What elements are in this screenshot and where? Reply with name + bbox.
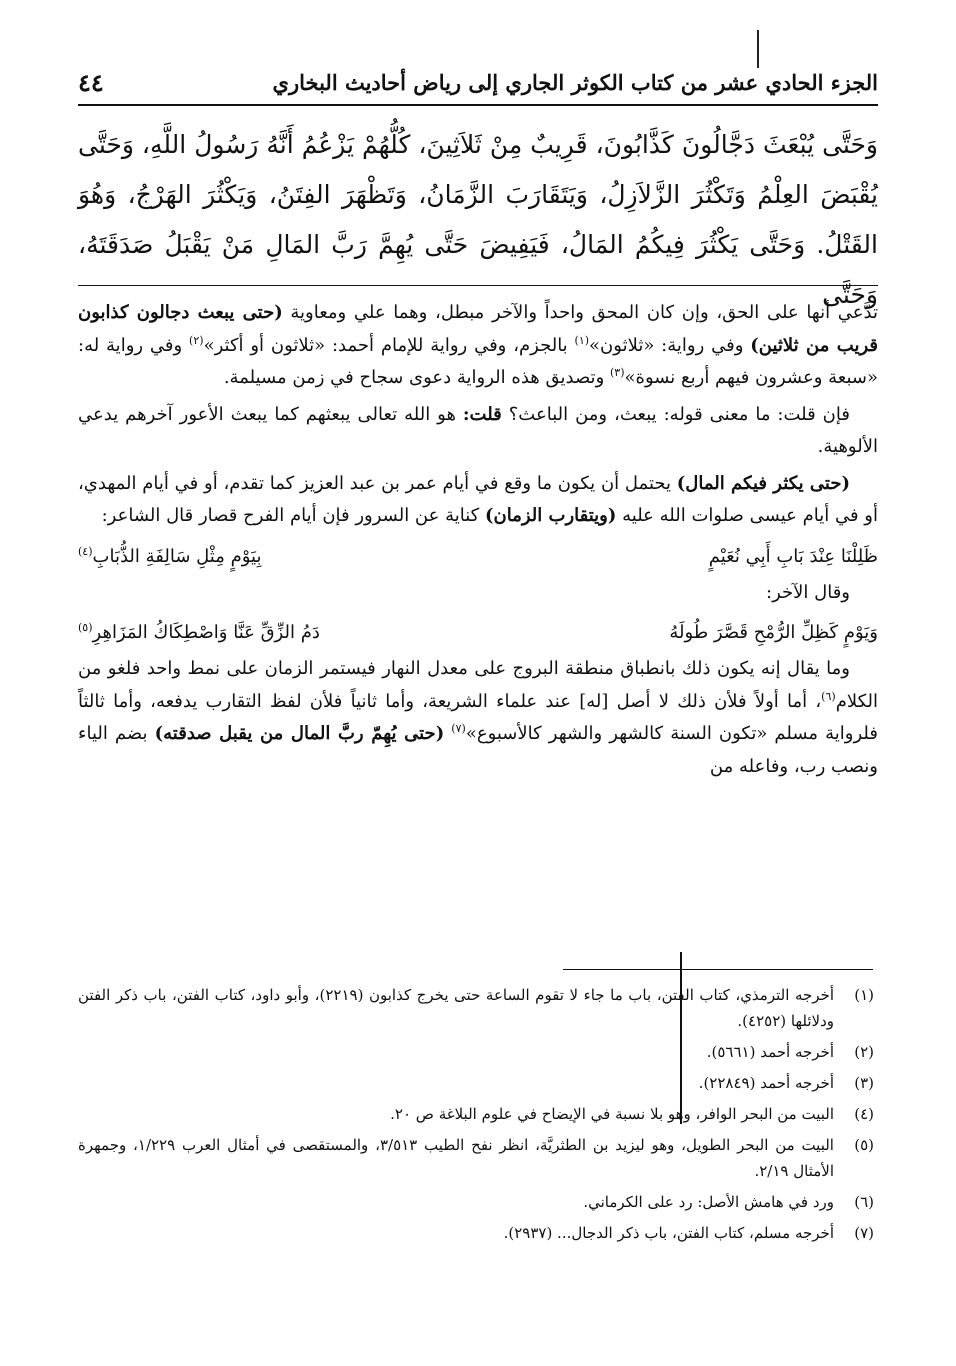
header-rule xyxy=(78,104,878,106)
footnote-number: (٥) xyxy=(854,1136,874,1154)
quoted-hadith-phrase: (حتى يبعث دجالون كذابون قريب من ثلاثين) xyxy=(78,302,878,356)
footnote-text: أخرجه مسلم، كتاب الفتن، باب ذكر الدجال... (٢٩٣٧). xyxy=(503,1224,834,1242)
footnote-ref: (٦) xyxy=(821,689,836,703)
footnote-number: (٦) xyxy=(854,1193,874,1211)
verse-first-hemistich: ظَلِلْنَا عِنْدَ بَابِ أَبِي نُعَيْمٍ xyxy=(708,545,878,567)
footnote xyxy=(78,1070,874,1096)
footnote-divider xyxy=(563,969,873,970)
hadith-line: وَحَتَّى يُبْعَثَ دَجَّالُونَ كَذَّابُونَ، قَرِيبٌ مِنْ ثَلاَثِينَ، كُلُّهُمْ يَزْعُمُ أَنَّهُ رَسُولُ اللَّهِ، وَحَتَّى xyxy=(78,130,878,159)
commentary xyxy=(78,297,878,787)
footnote-text: البيت من البحر الطويل، وهو ليزيد بن الطثريَّة، انظر نفح الطيب ٣/٥١٣، والمستقصى في أمثال العرب ١/٢٢٩، وجمهرة الأمثال ٢/١٩. xyxy=(78,1136,834,1180)
footnote-number: (٧) xyxy=(854,1224,874,1242)
verse-second-hemistich xyxy=(78,537,261,577)
footnote-number: (٢) xyxy=(854,1043,874,1061)
footnote-ref: (٢) xyxy=(189,333,204,347)
text-run: فإن قلت: ما معنى قوله: يبعث، ومن الباعث؟ xyxy=(501,403,850,425)
text-run: وتصديق هذه الرواية دعوى سجاح في زمن مسيلمة. xyxy=(223,367,610,388)
footnote xyxy=(78,982,874,1034)
running-title: الجزء الحادي عشر من كتاب الكوثر الجاري إلى رياض أحاديث البخاري xyxy=(272,69,878,95)
commentary-paragraph xyxy=(78,468,878,533)
hadith-divider xyxy=(78,285,878,286)
footnote xyxy=(78,1189,874,1215)
footnote-text: أخرجه الترمذي، كتاب الفتن، باب ما جاء لا تقوم الساعة حتى يخرج كذابون (٢٢١٩)، وأبو داود، كتاب الفتن، باب ذكر الفتن ودلائلها (٤٢٥٢). xyxy=(78,986,834,1030)
commentary-paragraph xyxy=(78,399,878,464)
text-run: بالجزم، وفي رواية للإمام أحمد: «ثلاثون أو أكثر» xyxy=(203,334,575,356)
hadith-text xyxy=(78,120,878,320)
quoted-hadith-phrase: (حتى يُهِمّ ربَّ المال من يقبل صدقته) xyxy=(154,723,445,744)
text-run: ، أما أولاً فلأن ذلك لا أصل [له] عند علماء الشريعة، وأما ثانياً فلأن لفظ التقارب يدفعه، وأما ثالثاً فلرواية مسلم «تكون السنة كالشهر والشهر كالأسبوع» xyxy=(78,690,878,744)
footnote-ref: (٤) xyxy=(78,544,93,558)
footnote-ref: (٣) xyxy=(609,366,625,379)
footnote-text: البيت من البحر الوافر، وهو بلا نسبة في الإيضاح في علوم البلاغة ص ٢٠. xyxy=(390,1105,834,1123)
text-run: تدَّعي أنها على الحق، وإن كان المحق واحداً والآخر مبطل، وهما علي ومعاوية xyxy=(282,302,878,323)
text-run: دَمُ الزِّقِّ عَنَّا وَاصْطِكَاكُ المَزَاهِرِ xyxy=(92,622,320,643)
text-run: وفي رواية له: «سبعة وعشرون فيهم أربع نسوة» xyxy=(78,334,878,388)
commentary-paragraph xyxy=(78,653,878,783)
footnote-text: ورد في هامش الأصل: رد على الكرماني. xyxy=(583,1193,834,1211)
hadith-line: يُقْبَضَ العِلْمُ وَتَكْثُرَ الزَّلاَزِلُ، وَيَتَقَارَبَ الزَّمَانُ، وَتَظْهَرَ الفِتَنُ، وَيَكْثُرَ الهَرْجُ، وَهُوَ xyxy=(78,180,878,209)
text-run: كناية عن السرور فإن أيام الفرح قصار قال الشاعر: xyxy=(101,505,485,526)
footnote xyxy=(78,1039,874,1065)
text-run: هو الله تعالى يبعثهم كما يبعث الأعور آخرهم يدعي الألوهية. xyxy=(78,403,878,457)
page-header xyxy=(78,62,878,102)
hadith-line: القَتْلُ. وَحَتَّى يَكْثُرَ فِيكُمُ المَالُ، فَيَفِيضَ حَتَّى يُهِمَّ رَبَّ المَالِ مَنْ يَقْبَلُ صَدَقَتَهُ، وَحَتَّى xyxy=(78,230,878,309)
verse-first-hemistich: وَيَوْمٍ كَظِلِّ الرُّمْحِ قَصَّرَ طُولَهُ xyxy=(669,622,878,643)
footnotes xyxy=(78,982,874,1251)
text-run: يحتمل أن يكون ما وقع في أيام عمر بن عبد العزيز كما تقدم، أو في أيام المهدي، أو في أيام عيسى صلوات الله عليه xyxy=(78,472,878,526)
answer-label: قلت: xyxy=(462,403,502,425)
poetry-verse xyxy=(78,613,878,653)
footnote xyxy=(78,1101,874,1127)
page-number: ٤٤ xyxy=(78,67,104,97)
footnote-ref: (٥) xyxy=(78,621,93,634)
poetry-verse xyxy=(78,537,878,577)
footnote xyxy=(78,1220,874,1246)
quoted-hadith-phrase: (ويتقارب الزمان) xyxy=(484,505,617,526)
footnote-number: (١) xyxy=(854,986,874,1004)
text-run: بضم الياء ونصب رب، وفاعله من xyxy=(78,723,878,777)
footnote-text: أخرجه أحمد (٢٢٨٤٩). xyxy=(698,1074,834,1092)
footnote-ref: (١) xyxy=(574,333,590,347)
footnote-number: (٤) xyxy=(854,1105,874,1123)
text-run: وما يقال إنه يكون ذلك بانطباق منطقة البروج على معدل النهار فيستمر الزمان على نمط واحد فلغو من الكلام xyxy=(78,658,878,712)
footnote-ref: (٧) xyxy=(451,722,466,735)
text-run: وفي رواية: «ثلاثون» xyxy=(589,334,751,356)
footnote xyxy=(78,1132,874,1184)
verse-second-hemistich xyxy=(78,613,320,653)
quoted-hadith-phrase: (حتى يكثر فيكم المال) xyxy=(676,472,850,494)
footnote-text: أخرجه أحمد (٥٦٦١). xyxy=(706,1043,834,1061)
footnote-number: (٣) xyxy=(854,1074,874,1092)
commentary-paragraph xyxy=(78,297,878,395)
commentary-paragraph: وقال الآخر: xyxy=(766,581,850,603)
text-run: بِيَوْمٍ مِثْلِ سَالِفَةِ الذُّبَابِ xyxy=(92,545,262,567)
